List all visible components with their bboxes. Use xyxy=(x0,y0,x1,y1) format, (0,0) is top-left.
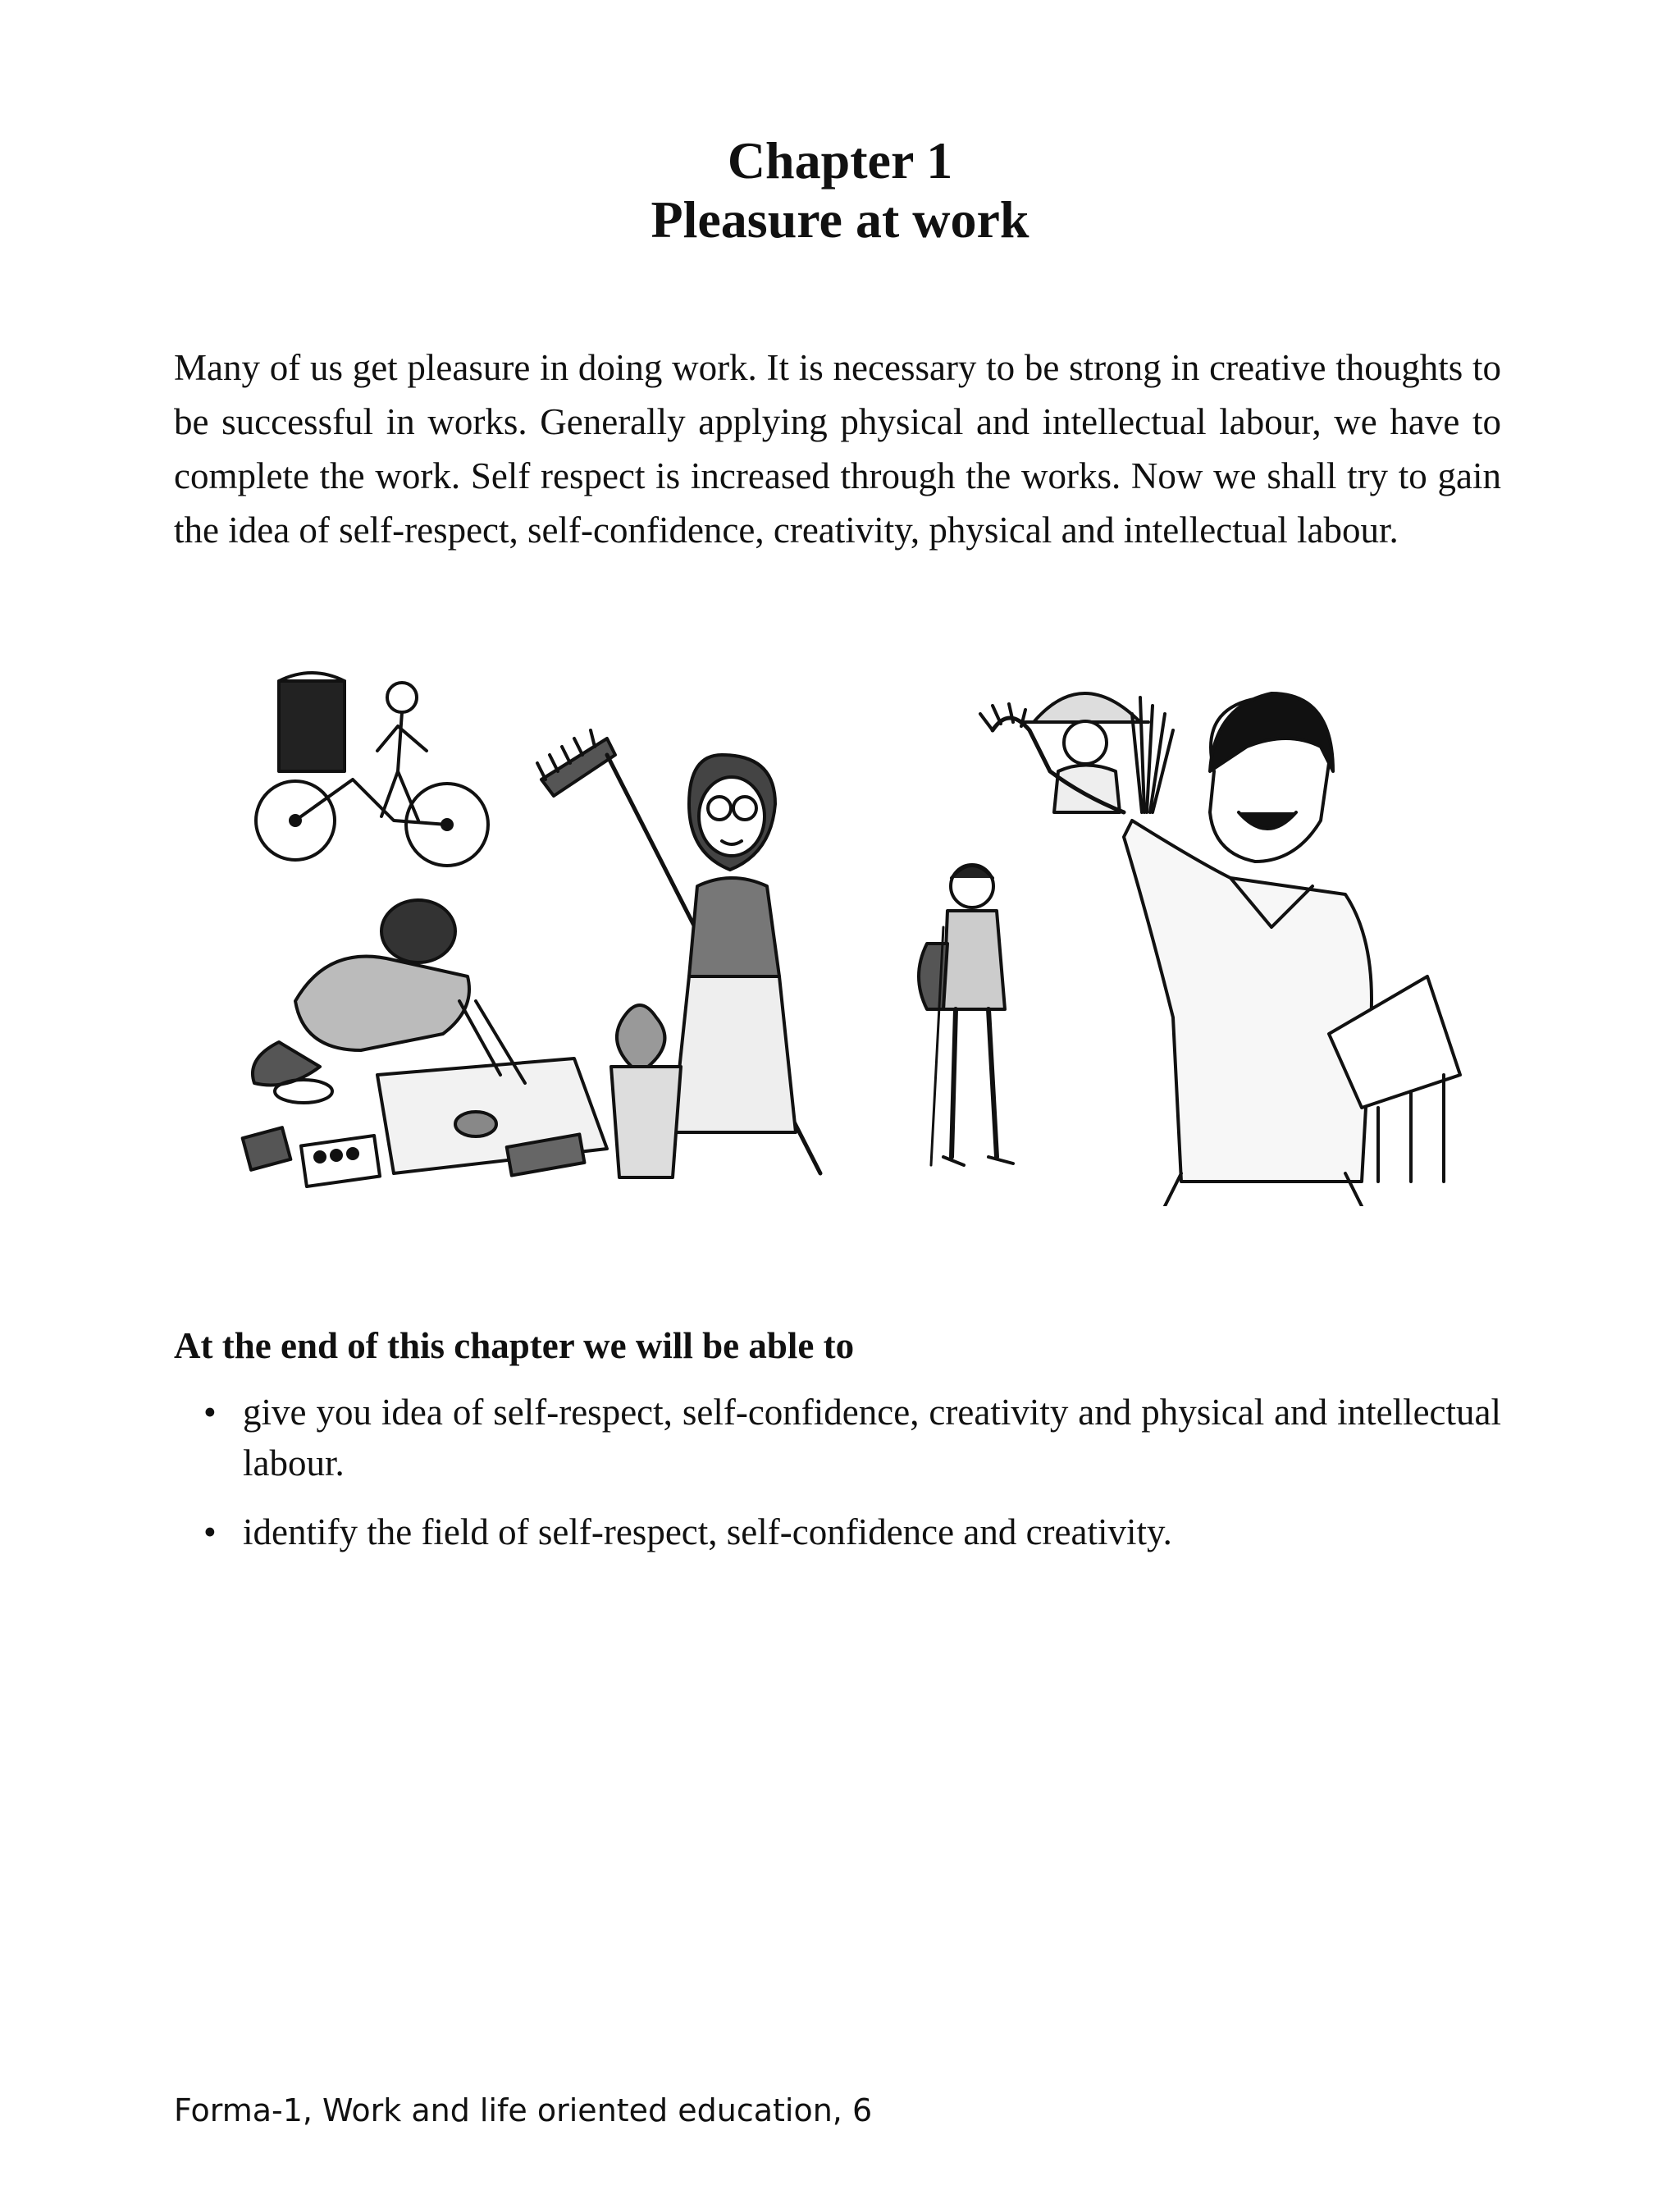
objective-text: identify the field of self-respect, self-confidence and creativity. xyxy=(243,1511,1172,1552)
farmer-icon xyxy=(1025,693,1173,812)
cheerful-man-icon xyxy=(980,693,1460,1206)
chapter-title: Pleasure at work xyxy=(651,190,1029,249)
objective-text: give you idea of self-respect, self-confidence, creativity and physical and intellectual labour. xyxy=(243,1392,1501,1484)
rickshaw-puller-icon xyxy=(256,673,488,866)
intro-paragraph: Many of us get pleasure in doing work. It is necessary to be strong in creative thoughts to be successful in works. Generally applying physical and intellectual labour, we have to complete the work. Self respect is increased through the works. Now we shall try to gain the idea of self-respect, self-confidence, creativity, physical and intellectual labour. xyxy=(174,347,1501,551)
bullet-icon: • xyxy=(203,1511,217,1552)
objectives-list xyxy=(197,1387,1501,1575)
boy-on-crutch-icon xyxy=(919,865,1013,1165)
objective-item xyxy=(197,1387,1501,1488)
bullet-icon: • xyxy=(203,1392,217,1433)
chapter-illustration xyxy=(230,648,1477,1206)
objective-item xyxy=(197,1506,1501,1557)
painter-icon xyxy=(243,900,607,1186)
page-footer: Forma-1, Work and life oriented education, 6 xyxy=(174,2092,873,2128)
chapter-heading xyxy=(0,131,1680,249)
objectives-heading: At the end of this chapter we will be able to xyxy=(174,1325,855,1366)
chapter-number: Chapter 1 xyxy=(727,131,953,190)
